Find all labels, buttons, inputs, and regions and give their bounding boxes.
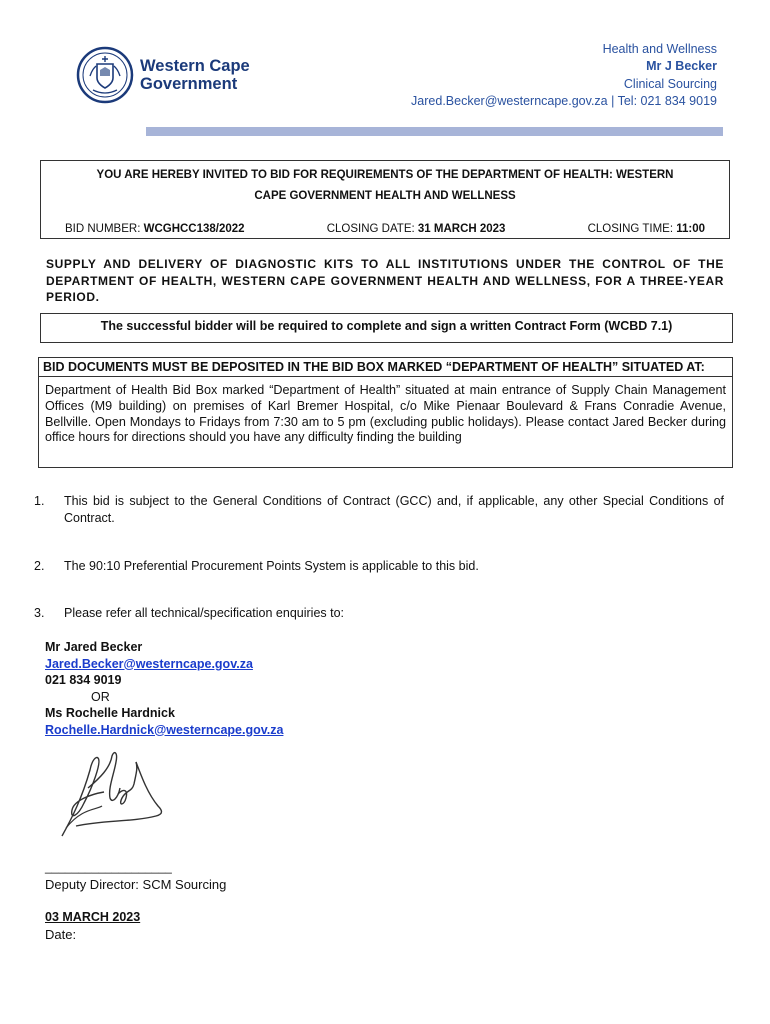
- department: Health and Wellness: [602, 42, 717, 56]
- closing-time-label: CLOSING TIME:: [587, 223, 677, 235]
- contact-2-email-link[interactable]: Rochelle.Hardnick@westerncape.gov.za: [45, 722, 284, 737]
- contact-2-name: Ms Rochelle Hardnick: [45, 706, 175, 720]
- date-label: Date:: [45, 927, 77, 942]
- list-item: [34, 558, 724, 575]
- closing-date: [327, 223, 506, 235]
- unit: Clinical Sourcing: [623, 76, 717, 91]
- coat-of-arms-icon: [76, 46, 134, 104]
- enquiry-contacts: [45, 639, 283, 738]
- closing-time: [588, 223, 705, 235]
- bid-box-heading: BID DOCUMENTS MUST BE DEPOSITED IN THE BID BOX MARKED “DEPARTMENT OF HEALTH” SITUATED AT:: [39, 358, 732, 377]
- list-item-number: 3.: [34, 606, 45, 620]
- logo-line-1: Western Cape: [140, 57, 250, 75]
- handwritten-signature-icon: [52, 748, 172, 843]
- list-item-text: This bid is subject to the General Conditions of Contract (GCC) and, if applicable, any other Special Conditions of Contract.: [64, 494, 724, 525]
- list-item: [34, 605, 724, 622]
- bid-number-label: BID NUMBER:: [65, 223, 144, 235]
- list-item: [34, 493, 724, 526]
- closing-date-value: 31 MARCH 2023: [417, 223, 506, 235]
- or-separator: OR: [91, 689, 110, 704]
- bid-number-value: WCGHCC138/2022: [143, 223, 245, 235]
- list-item-text: The 90:10 Preferential Procurement Points System is applicable to this bid.: [64, 559, 479, 573]
- closing-time-value: 11:00: [676, 223, 705, 235]
- list-item-number: 2.: [34, 559, 45, 573]
- signature-image: [52, 748, 172, 848]
- logo-line-2: Government: [140, 75, 238, 93]
- signature-date: 03 MARCH 2023: [45, 910, 141, 924]
- government-logo: [76, 46, 250, 104]
- list-item-text: Please refer all technical/specification enquiries to:: [64, 606, 345, 620]
- closing-date-label: CLOSING DATE:: [326, 223, 418, 235]
- contact-1-phone: 021 834 9019: [45, 673, 122, 687]
- contact-1-name: Mr Jared Becker: [45, 640, 143, 654]
- bid-details-row: [65, 223, 705, 235]
- invitation-text: YOU ARE HEREBY INVITED TO BID FOR REQUIREMENTS OF THE DEPARTMENT OF HEALTH: WESTERN CAPE GOVERNMENT HEALTH AND WELLNESS: [96, 169, 674, 202]
- contract-notice: The successful bidder will be required to complete and sign a written Contract Form (WCBD 7.1): [40, 313, 733, 343]
- invitation-box: [40, 160, 730, 239]
- bid-box-section: [38, 357, 733, 468]
- contact-name: Mr J Becker: [646, 59, 717, 74]
- signature-line: ___________________: [45, 860, 172, 874]
- bid-box-text: Department of Health Bid Box marked “Department of Health” situated at main entrance of Supply Chain Management Offices (M9 building) on premises of Karl Bremer Hospital, c/o Mike Pienaar Boulevard & Frans Conradie Avenue, Bellville. Open Mondays to Fridays from 7:30 am to 5 pm (excluding public holidays). Please contact Jared Becker during office hours for directions should you have any difficulty finding the building: [45, 383, 726, 445]
- list-item-number: 1.: [34, 494, 45, 508]
- header-band: [146, 127, 723, 136]
- contact-1-email-link[interactable]: Jared.Becker@westerncape.gov.za: [45, 656, 253, 671]
- header-contact: [411, 41, 717, 110]
- bid-heading: SUPPLY AND DELIVERY OF DIAGNOSTIC KITS TO ALL INSTITUTIONS UNDER THE CONTROL OF THE DEPARTMENT OF HEALTH, WESTERN CAPE GOVERNMENT HEALTH AND WELLNESS, FOR A THREE-YEAR PERIOD.: [46, 257, 724, 304]
- contact-line: Jared.Becker@westerncape.gov.za | Tel: 021 834 9019: [411, 93, 717, 108]
- bid-number: [65, 223, 245, 235]
- signatory-title: Deputy Director: SCM Sourcing: [45, 877, 227, 892]
